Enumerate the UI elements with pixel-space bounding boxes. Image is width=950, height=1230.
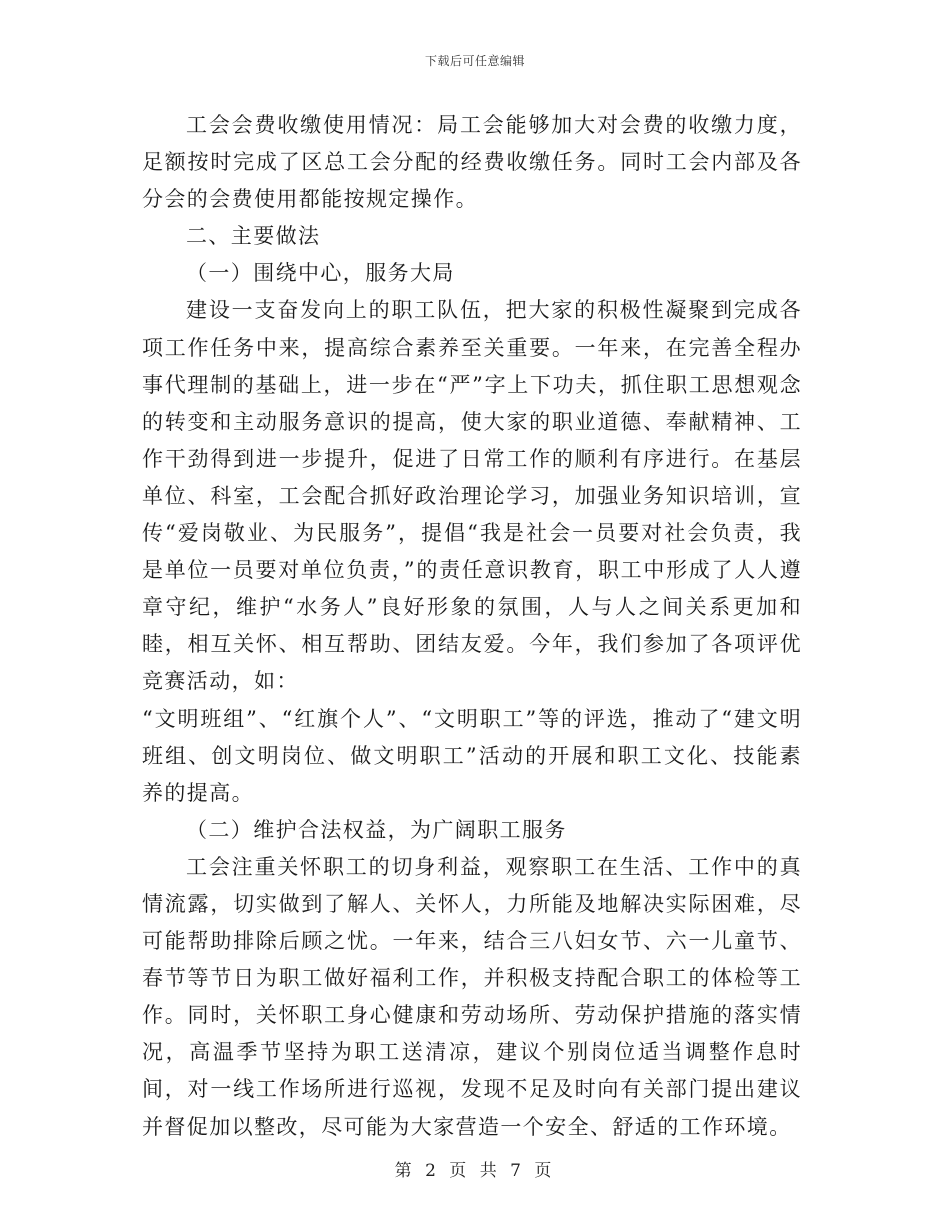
page-number: 第 2 页 共 7 页: [394, 1161, 556, 1181]
page-header: 下载后可任意编辑: [424, 54, 525, 68]
paragraph-worker-care: 工会注重关怀职工的切身利益，观察职工在生活、工作中的真情流露，切实做到了解人、关怀人，力所能及地解决实际困难，尽可能帮助排除后顾之忧。一年来，结合三八妇女节、六一儿童节、春节等节日为职工做好福利工作，并积极支持配合职工的体检等工作。同时，关怀职工身心健康和劳动场所、劳动保护措施的落实情况，高温季节坚持为职工送清凉，建议个别岗位适当调整作息时间，对一线工作场所进行巡视，发现不足及时向有关部门提出建议并督促加以整改，尽可能为大家营造一个安全、舒适的工作环境。: [142, 854, 802, 1139]
subsection-heading-2: （二）维护合法权益，为广阔职工服务: [186, 817, 567, 842]
paragraph-civilization-selection: “文明班组”、“红旗个人”、“文明职工”等的评选，推动了“建文明班组、创文明岗位、做文明职工”活动的开展和职工文化、技能素养的提高。: [142, 706, 802, 805]
section-heading-main-practices: 二、主要做法: [186, 224, 321, 249]
document-body: [142, 107, 802, 1146]
subsection-heading-1: （一）围绕中心，服务大局: [186, 261, 455, 286]
paragraph-team-building: 建设一支奋发向上的职工队伍，把大家的积极性凝聚到完成各项工作任务中来，提高综合素养至关重要。一年来，在完善全程办事代理制的基础上，进一步在“严”字上下功夫，抓住职工思想观念的转变和主动服务意识的提高，使大家的职业道德、奉献精神、工作干劲得到进一步提升，促进了日常工作的顺利有序进行。在基层单位、科室，工会配合抓好政治理论学习，加强业务知识培训，宣传“爱岗敬业、为民服务”，提倡“我是社会一员要对社会负责，我是单位一员要对单位负责，”的责任意识教育，职工中形成了人人遵章守纪，维护“水务人”良好形象的氛围，人与人之间关系更加和睦，相互关怀、相互帮助、团结友爱。今年，我们参加了各项评优竞赛活动，如：: [142, 298, 802, 694]
paragraph-fee-collection: 工会会费收缴使用情况：局工会能够加大对会费的收缴力度，足额按时完成了区总工会分配的经费收缴任务。同时工会内部及各分会的会费使用都能按规定操作。: [142, 113, 802, 212]
